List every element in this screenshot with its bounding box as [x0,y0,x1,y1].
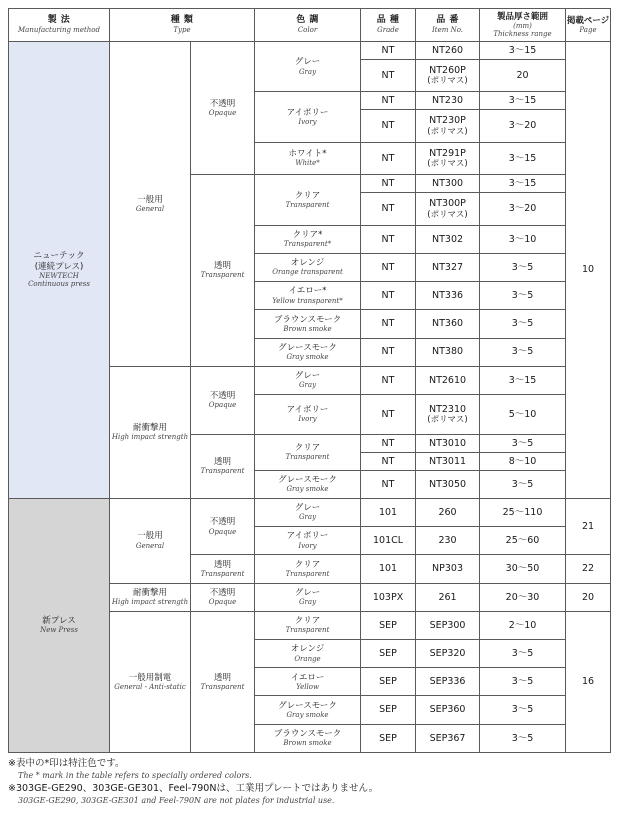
header-grade: 品 種 Grade [361,9,416,42]
color-cell: グレースモーク Gray smoke [255,696,361,724]
color-cell: クリア Transparent [255,611,361,639]
grade-cell: SEP [361,640,416,668]
thickness-cell: 3～5 [480,282,566,310]
type-newtech-impact: 耐衝撃用 High impact strength [110,366,191,498]
type-opaque: 不透明 Opaque [191,498,255,554]
grade-cell: NT [361,366,416,394]
thickness-cell: 5～10 [480,395,566,435]
page-cell: 16 [566,611,611,752]
item-cell: 230 [416,527,480,555]
note-2-en: 303GE-GE290, 303GE-GE301 and Feel-790N are not plates for industrial use. [18,796,335,805]
type-opaque: 不透明 Opaque [191,42,255,175]
item-cell: SEP360 [416,696,480,724]
type-opaque: 不透明 Opaque [191,583,255,611]
color-cell: イエロー* Yellow transparent* [255,282,361,310]
color-cell: クリア Transparent [255,555,361,583]
item-cell: NT300P (ポリマス) [416,193,480,226]
thickness-cell: 25～60 [480,527,566,555]
grade-cell: NT [361,59,416,92]
header-item: 品 番 Item No. [416,9,480,42]
item-cell: NT291P (ポリマス) [416,142,480,175]
page-cell: 22 [566,555,611,583]
item-cell: NT327 [416,253,480,281]
method-newpress: 新プレス New Press [9,498,110,752]
item-cell: SEP367 [416,724,480,752]
thickness-cell: 3～5 [480,470,566,498]
color-cell: クリア* Transparent* [255,225,361,253]
page-cell: 10 [566,42,611,499]
color-cell: クリア Transparent [255,435,361,471]
color-cell: アイボリー Ivory [255,527,361,555]
item-cell: NT300 [416,175,480,193]
grade-cell: SEP [361,611,416,639]
type-transparent: 透明 Transparent [191,435,255,499]
color-cell: アイボリー Ivory [255,92,361,142]
item-cell: 260 [416,498,480,526]
thickness-cell: 3～5 [480,253,566,281]
color-cell: グレー Gray [255,42,361,92]
item-cell: NT380 [416,338,480,366]
grade-cell: SEP [361,696,416,724]
grade-cell: 101CL [361,527,416,555]
note-1-jp: ※表中の*印は特注色です。 [8,758,125,769]
header-row [9,9,611,42]
item-cell: NT3011 [416,452,480,470]
grade-cell: NT [361,142,416,175]
grade-cell: NT [361,310,416,338]
header-method: 製 法 Manufacturing method [9,9,110,42]
grade-cell: NT [361,282,416,310]
note-1-en: The * mark in the table refers to specially ordered colors. [18,771,252,780]
thickness-cell: 3～5 [480,668,566,696]
grade-cell: NT [361,395,416,435]
item-cell: NT360 [416,310,480,338]
type-newtech-general: 一般用 General [110,42,191,367]
item-cell: SEP336 [416,668,480,696]
color-cell: グレー Gray [255,366,361,394]
thickness-cell: 2～10 [480,611,566,639]
item-cell: NP303 [416,555,480,583]
thickness-cell: 20～30 [480,583,566,611]
item-cell: NT260 [416,42,480,60]
color-cell: グレー Gray [255,498,361,526]
method-newtech: ニューテック (連続プレス) NEWTECH Continuous press [9,42,110,499]
type-transparent: 透明 Transparent [191,611,255,752]
grade-cell: NT [361,452,416,470]
thickness-cell: 3～15 [480,92,566,110]
note-2-jp: ※303GE-GE290、303GE-GE301、Feel-790Nは、工業用プレートではありません。 [8,783,379,794]
thickness-cell: 3～5 [480,724,566,752]
item-cell: NT260P (ポリマス) [416,59,480,92]
type-newpress-antistatic: 一般用制電 General - Anti-static [110,611,191,752]
item-cell: SEP300 [416,611,480,639]
item-cell: NT2610 [416,366,480,394]
table-row [9,42,611,60]
table-row [9,498,611,526]
header-page: 掲載ページ Page [566,9,611,42]
grade-cell: SEP [361,668,416,696]
grade-cell: NT [361,110,416,143]
thickness-cell: 3～20 [480,110,566,143]
color-cell: イエロー Yellow [255,668,361,696]
page-cell: 21 [566,498,611,554]
type-newpress-impact: 耐衝撃用 High impact strength [110,583,191,611]
grade-cell: NT [361,193,416,226]
grade-cell: NT [361,92,416,110]
grade-cell: NT [361,175,416,193]
color-cell: クリア Transparent [255,175,361,225]
product-table [8,8,611,753]
item-cell: NT3050 [416,470,480,498]
thickness-cell: 3～5 [480,310,566,338]
grade-cell: SEP [361,724,416,752]
grade-cell: 101 [361,498,416,526]
thickness-cell: 8～10 [480,452,566,470]
page-cell: 20 [566,583,611,611]
grade-cell: NT [361,338,416,366]
item-cell: NT3010 [416,435,480,453]
item-cell: 261 [416,583,480,611]
color-cell: グレー Gray [255,583,361,611]
grade-cell: NT [361,470,416,498]
thickness-cell: 3～20 [480,193,566,226]
color-cell: ブラウンスモーク Brown smoke [255,724,361,752]
header-color: 色 調 Color [255,9,361,42]
header-thickness: 製品厚さ範囲 (mm) Thickness range [480,9,566,42]
item-cell: NT2310 (ポリマス) [416,395,480,435]
color-cell: アイボリー Ivory [255,395,361,435]
grade-cell: 101 [361,555,416,583]
color-cell: グレースモーク Gray smoke [255,470,361,498]
item-cell: NT230P (ポリマス) [416,110,480,143]
item-cell: SEP320 [416,640,480,668]
color-cell: グレースモーク Gray smoke [255,338,361,366]
color-cell: オレンジ Orange [255,640,361,668]
thickness-cell: 20 [480,59,566,92]
thickness-cell: 30～50 [480,555,566,583]
grade-cell: 103PX [361,583,416,611]
thickness-cell: 25～110 [480,498,566,526]
footnotes [8,757,610,807]
item-cell: NT302 [416,225,480,253]
grade-cell: NT [361,225,416,253]
header-type: 種 類 Type [110,9,255,42]
thickness-cell: 3～15 [480,175,566,193]
thickness-cell: 3～15 [480,42,566,60]
type-opaque: 不透明 Opaque [191,366,255,434]
grade-cell: NT [361,42,416,60]
thickness-cell: 3～15 [480,366,566,394]
type-newpress-general: 一般用 General [110,498,191,583]
thickness-cell: 3～15 [480,142,566,175]
color-cell: ホワイト* White* [255,142,361,175]
type-transparent: 透明 Transparent [191,175,255,366]
grade-cell: NT [361,253,416,281]
thickness-cell: 3～5 [480,435,566,453]
item-cell: NT230 [416,92,480,110]
color-cell: オレンジ Orange transparent [255,253,361,281]
grade-cell: NT [361,435,416,453]
thickness-cell: 3～10 [480,225,566,253]
thickness-cell: 3～5 [480,696,566,724]
thickness-cell: 3～5 [480,640,566,668]
thickness-cell: 3～5 [480,338,566,366]
item-cell: NT336 [416,282,480,310]
type-transparent: 透明 Transparent [191,555,255,583]
color-cell: ブラウンスモーク Brown smoke [255,310,361,338]
